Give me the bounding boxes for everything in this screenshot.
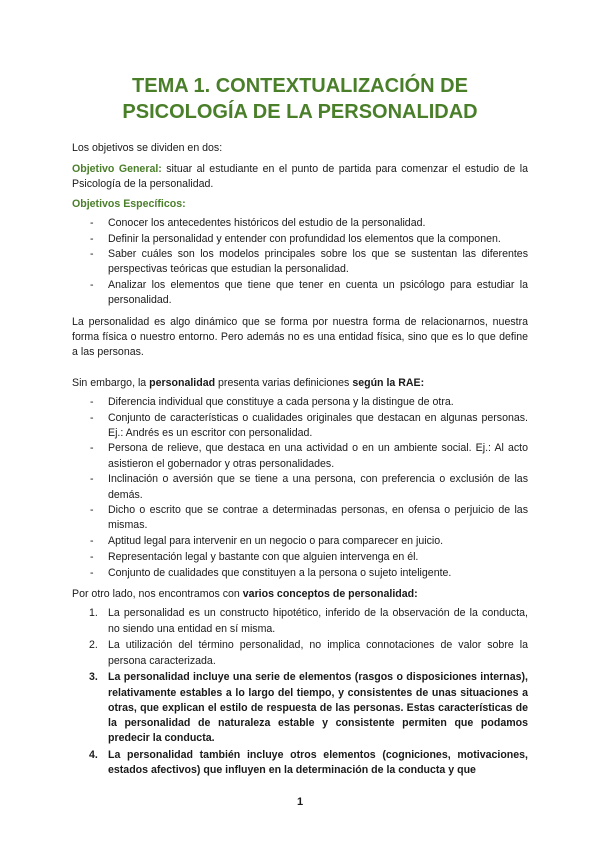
personalidad-paragraph: La personalidad es algo dinámico que se forma por nuestra forma de relacionarnos, nuestra forma física o nuestro entorno. Pero además no es una entidad física, sino que es lo que define a las personas. — [72, 316, 528, 359]
list-item-number: 3. — [89, 671, 98, 684]
list-item-number: 2. — [89, 639, 98, 652]
conceptos-intro-pre: Por otro lado, nos encontramos con — [72, 588, 243, 601]
list-item: - Aptitud legal para intervenir en un negocio o para comparecer en juicio. — [72, 534, 528, 549]
list-item-text: La personalidad incluye una serie de elementos (rasgos o disposiciones internas), relativamente estables a lo largo del tiempo, y consistentes de unas situaciones a otras, que explican el estilo de respuesta de las personas. Estas características de la personalidad de naturaleza estable y consistente permiten que podamos predecir la conducta. — [108, 671, 528, 745]
rae-intro-pre: Sin embargo, la — [72, 376, 150, 389]
objetivo-general-label: Objetivo General: — [72, 163, 162, 176]
list-item: - Analizar los elementos que tiene que tener en cuenta un psicólogo para estudiar la personalidad. — [72, 278, 528, 308]
conceptos-list — [72, 606, 528, 778]
list-item-text: La utilización del término personalidad, no implica connotaciones de valor sobre la persona caracterizada. — [108, 639, 528, 667]
list-item — [72, 670, 528, 746]
list-item: - Dicho o escrito que se contrae a determinadas personas, en ofensa o perjuicio de las mismas. — [72, 503, 528, 533]
list-item — [72, 638, 528, 668]
list-item-text: La personalidad también incluye otros elementos (cogniciones, motivaciones, estados afectivos) que influyen en la determinación de la conducta y que — [108, 748, 528, 777]
rae-intro-bold-personalidad: personalidad — [149, 376, 216, 389]
objetivo-general-text: situar al estudiante en el punto de partida para comenzar el estudio de la Psicología de la personalidad. — [72, 163, 528, 191]
list-item: - Persona de relieve, que destaca en una actividad o en un ambiente social. Ej.: Al acto asistieron el gobernador y otras personalidades. — [72, 441, 528, 471]
list-item-text: La personalidad es un constructo hipotético, inferido de la observación de la conducta, no siendo una entidad en sí misma. — [108, 607, 528, 635]
title-line-1: TEMA 1. CONTEXTUALIZACIÓN DE — [132, 75, 468, 97]
page-title — [60, 73, 540, 125]
page-number: 1 — [296, 796, 304, 808]
list-item: - Inclinación o aversión que se tiene a una persona, con preferencia o exclusión de las demás. — [72, 472, 528, 502]
list-item: - Diferencia individual que constituye a cada persona y la distingue de otra. — [72, 395, 528, 410]
rae-intro-paragraph — [72, 376, 528, 391]
list-item: - Saber cuáles son los modelos principales sobre los que se sustentan las diferentes perspectivas teóricas que estudian la personalidad. — [72, 247, 528, 277]
conceptos-intro-paragraph — [72, 587, 528, 602]
objetivo-general-paragraph — [72, 162, 528, 192]
objetivos-especificos-label: Objetivos Específicos: — [72, 197, 186, 210]
list-item: - Conjunto de características o cualidades originales que destacan en algunas personas. Ej.: Andrés es un escritor con personalidad. — [72, 411, 528, 441]
objetivos-especificos-list — [72, 216, 528, 309]
list-item — [72, 606, 528, 636]
list-item: - Representación legal y bastante con que alguien intervenga en él. — [72, 550, 528, 565]
list-item: - Conjunto de cualidades que constituyen a la persona o sujeto inteligente. — [72, 566, 528, 581]
conceptos-intro-bold: varios conceptos de personalidad: — [242, 588, 418, 601]
list-item: - Conocer los antecedentes históricos del estudio de la personalidad. — [72, 216, 528, 231]
title-line-2: PSICOLOGÍA DE LA PERSONALIDAD — [122, 101, 478, 123]
intro-paragraph: Los objetivos se dividen en dos: — [72, 142, 223, 154]
rae-intro-bold-segun-rae: según la RAE: — [352, 376, 425, 389]
rae-definitions-list — [72, 395, 528, 581]
list-item — [72, 748, 528, 778]
list-item-number: 4. — [89, 748, 98, 761]
list-item-number: 1. — [89, 607, 98, 620]
list-item: - Definir la personalidad y entender con profundidad los elementos que la componen. — [72, 232, 528, 247]
document-body — [72, 141, 528, 780]
rae-intro-mid: presenta varias definiciones — [215, 376, 353, 389]
objetivos-especificos-heading — [72, 197, 528, 212]
